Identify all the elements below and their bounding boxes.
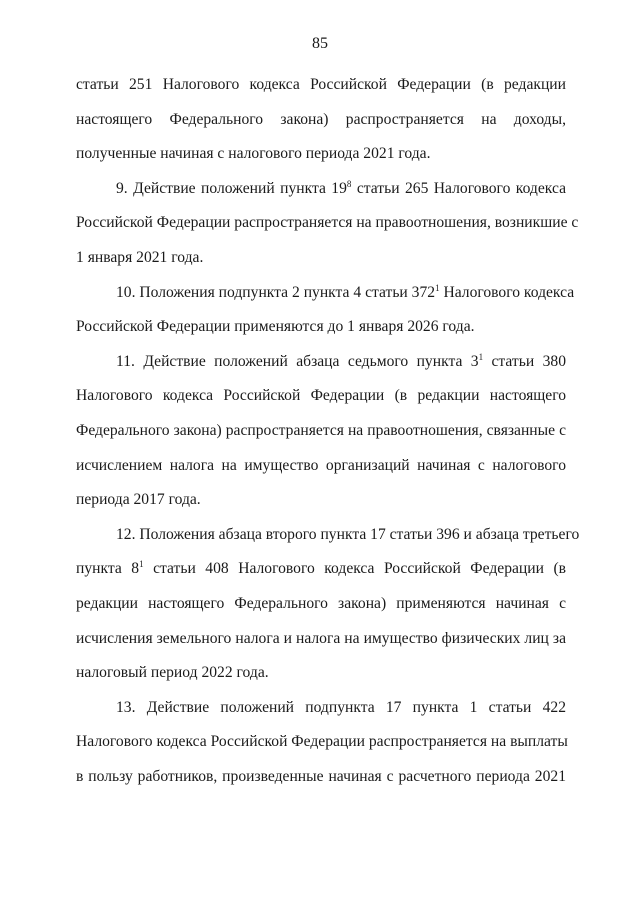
text-line [76,345,566,380]
superscript: 1 [435,282,440,293]
text-line: Федерального закона) распространяется на правоотношения, связанные с [76,421,566,439]
text-line: Российской Федерации распространяется на правоотношения, возникшие с [76,214,579,232]
text-fragment: 10. Положения подпункта 2 пункта 4 статьи 372 [116,283,436,301]
text-line: в пользу работников, произведенные начиная с расчетного периода 2021 [76,767,566,785]
paragraph-9 [76,172,579,276]
text-fragment: пункта 8 [76,560,140,578]
text-line: 1 января 2021 года. [76,248,204,266]
text-line: налоговый период 2022 года. [76,664,269,682]
superscript: 8 [346,178,352,189]
paragraph-13 [76,691,566,795]
text-line: Налогового кодекса Российской Федерации распространяется на выплаты [76,733,568,751]
superscript: 1 [478,351,484,362]
paragraph-12 [76,518,580,691]
text-line: исчисления земельного налога и налога на имущество физических лиц за [76,629,566,647]
text-line: полученные начиная с налогового периода 2021 года. [76,145,431,163]
document-body [76,68,580,794]
text-line: настоящего Федерального закона) распространяется на доходы, [76,110,566,128]
text-line: 13. Действие положений подпункта 17 пункта 1 статьи 422 [116,698,566,716]
text-line: периода 2017 года. [76,491,201,509]
text-fragment: Налогового кодекса [439,283,575,301]
text-fragment: статьи 408 Налогового кодекса Российской Федерации (в [143,560,567,578]
superscript: 1 [139,559,144,570]
text-line: исчислением налога на имущество организаций начиная с налогового [76,456,566,474]
page-number: 85 [312,35,328,52]
paragraph-11 [76,345,566,518]
paragraph-8-continuation [76,68,566,172]
text-fragment: 9. Действие положений пункта 19 [116,179,347,197]
text-line [76,276,575,311]
text-line [76,552,566,587]
text-fragment: статьи 380 [483,352,566,370]
text-fragment: 11. Действие положений абзаца седьмого пункта 3 [116,352,479,370]
text-line [76,172,566,207]
paragraph-10 [76,276,575,345]
text-line: статьи 251 Налогового кодекса Российской Федерации (в редакции [76,76,566,93]
text-line: редакции настоящего Федерального закона) применяются начиная с [76,594,566,612]
text-fragment: статьи 265 Налогового кодекса [351,179,566,197]
text-line: Налогового кодекса Российской Федерации (в редакции настоящего [76,387,566,405]
text-line: Российской Федерации применяются до 1 января 2026 года. [76,318,475,336]
text-line: 12. Положения абзаца второго пункта 17 статьи 396 и абзаца третьего [116,525,580,543]
